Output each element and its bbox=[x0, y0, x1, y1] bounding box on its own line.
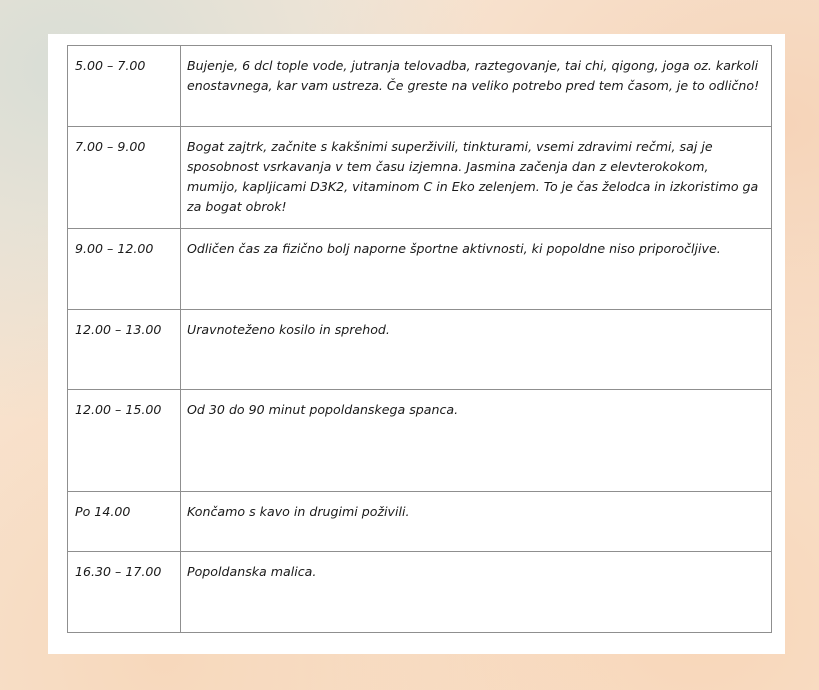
description-cell: Bogat zajtrk, začnite s kakšnimi superživili, tinkturami, vsemi zdravimi rečmi, saj je sposobnost vsrkavanja v tem času izjemna. Jasmina začenja dan z elevterokokom, mumijo, kapljicami D3K2, vitaminom C in Eko zelenjem. To je čas želodca in izkoristimo ga za bogat obrok! bbox=[181, 127, 772, 229]
time-cell: 7.00 – 9.00 bbox=[68, 127, 181, 229]
time-cell: 12.00 – 15.00 bbox=[68, 390, 181, 492]
time-cell: 9.00 – 12.00 bbox=[68, 229, 181, 310]
time-cell: 5.00 – 7.00 bbox=[68, 46, 181, 127]
description-cell: Odličen čas za fizično bolj naporne športne aktivnosti, ki popoldne niso priporočljive. bbox=[181, 229, 772, 310]
time-cell: 16.30 – 17.00 bbox=[68, 552, 181, 633]
description-cell: Končamo s kavo in drugimi poživili. bbox=[181, 492, 772, 552]
table-row bbox=[68, 492, 772, 552]
description-cell: Popoldanska malica. bbox=[181, 552, 772, 633]
document-card bbox=[48, 34, 785, 654]
schedule-table bbox=[67, 45, 772, 633]
table-row bbox=[68, 46, 772, 127]
table-row bbox=[68, 552, 772, 633]
description-cell: Uravnoteženo kosilo in sprehod. bbox=[181, 310, 772, 390]
table-row bbox=[68, 127, 772, 229]
table-row bbox=[68, 390, 772, 492]
description-cell: Od 30 do 90 minut popoldanskega spanca. bbox=[181, 390, 772, 492]
description-cell: Bujenje, 6 dcl tople vode, jutranja telovadba, raztegovanje, tai chi, qigong, joga oz. karkoli enostavnega, kar vam ustreza. Če greste na veliko potrebo pred tem časom, je to odlično! bbox=[181, 46, 772, 127]
time-cell: 12.00 – 13.00 bbox=[68, 310, 181, 390]
time-cell: Po 14.00 bbox=[68, 492, 181, 552]
table-row bbox=[68, 310, 772, 390]
table-row bbox=[68, 229, 772, 310]
